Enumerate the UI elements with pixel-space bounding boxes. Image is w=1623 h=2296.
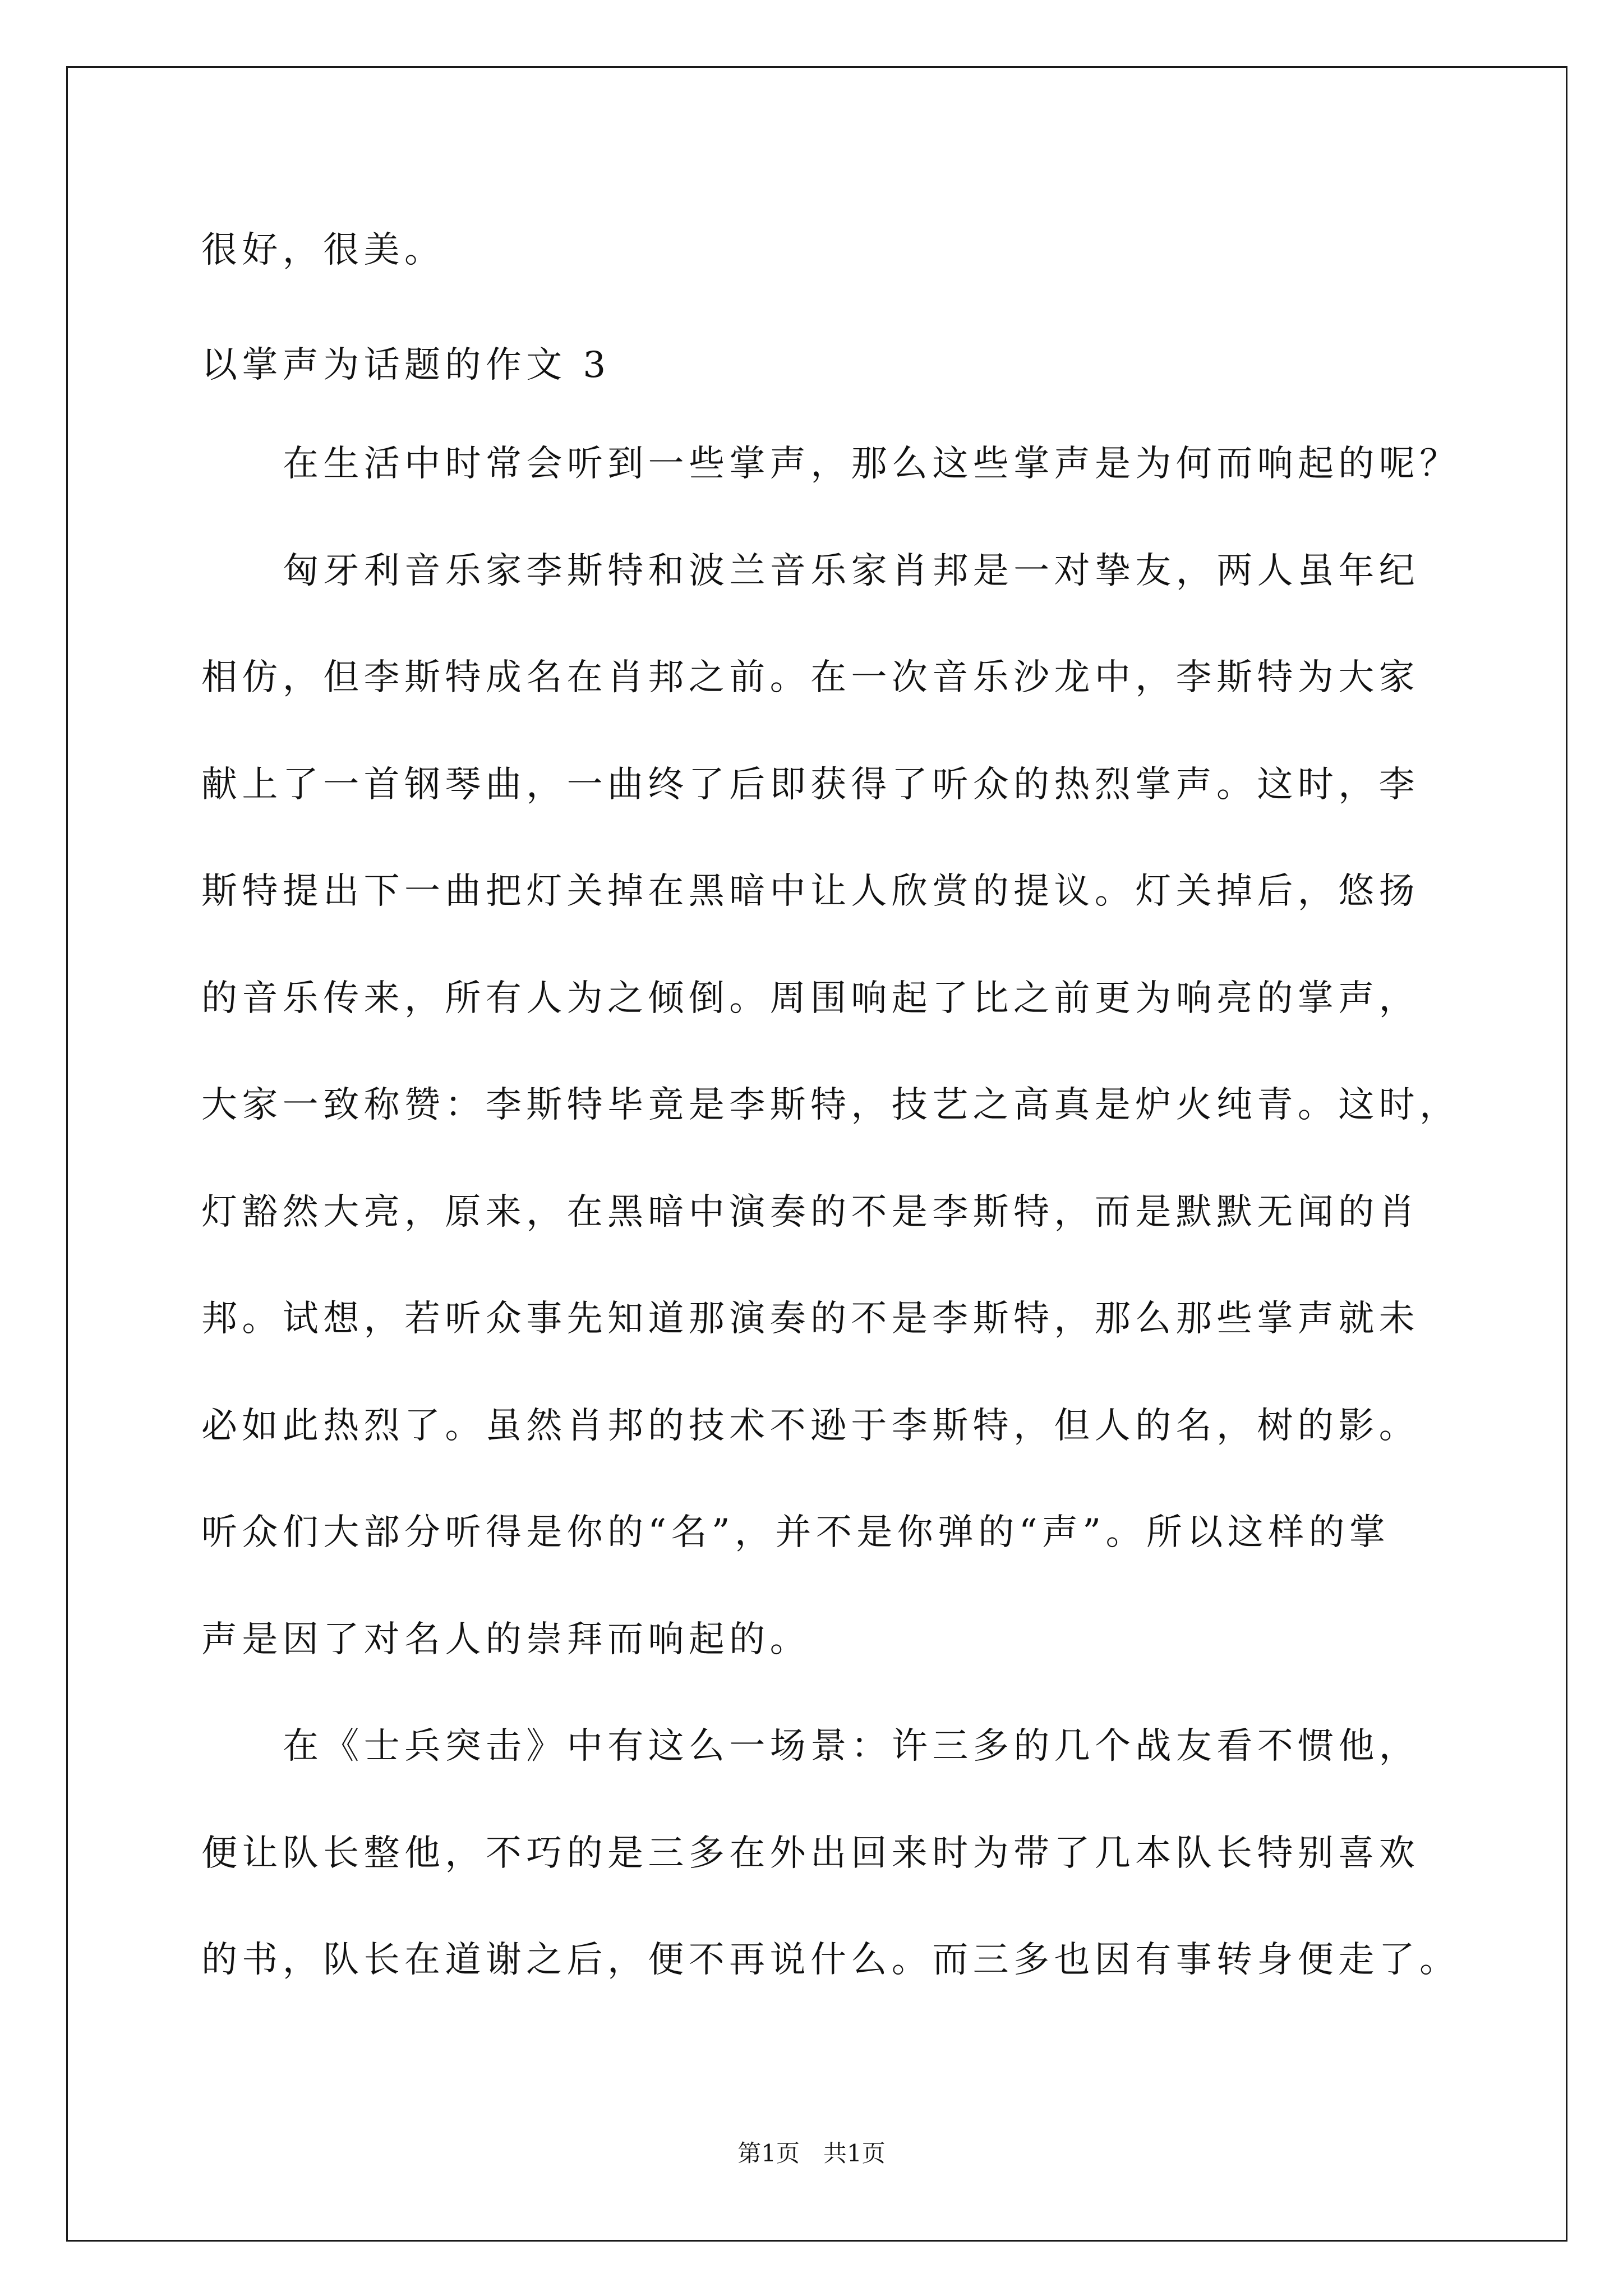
text-line: 斯特提出下一曲把灯关掉在黑暗中让人欣赏的提议。灯关掉后，悠扬 <box>201 871 1419 912</box>
text-line: 的音乐传来，所有人为之倾倒。周围响起了比之前更为响亮的掌声， <box>201 977 1419 1019</box>
paragraph-first-line: 在《士兵突击》中有这么一场景：许三多的几个战友看不惯他， <box>283 1726 1420 1767</box>
text-line: 大家一致称赞：李斯特毕竟是李斯特，技艺之高真是炉火纯青。这时， <box>201 1084 1460 1126</box>
text-line: 邦。试想，若听众事先知道那演奏的不是李斯特，那么那些掌声就未 <box>201 1298 1419 1340</box>
text-line: 很好，很美。 <box>201 229 445 271</box>
paragraph-first-line: 匈牙利音乐家李斯特和波兰音乐家肖邦是一对挚友，两人虽年纪 <box>283 550 1420 592</box>
text-line: 灯豁然大亮，原来，在黑暗中演奏的不是李斯特，而是默默无闻的肖 <box>201 1191 1419 1233</box>
text-line: 便让队长整他，不巧的是三多在外出回来时为带了几本队长特别喜欢 <box>201 1832 1419 1874</box>
section-heading: 以掌声为话题的作文 3 <box>201 344 611 386</box>
page-footer: 第1页 共1页 <box>737 2139 886 2167</box>
text-line: 相仿，但李斯特成名在肖邦之前。在一次音乐沙龙中，李斯特为大家 <box>201 657 1419 698</box>
text-line: 声是因了对名人的崇拜而响起的。 <box>201 1618 810 1660</box>
text-line: 献上了一首钢琴曲，一曲终了后即获得了听众的热烈掌声。这时，李 <box>201 763 1419 806</box>
text-line: 听众们大部分听得是你的“名”，并不是你弹的“声”。所以这样的掌 <box>201 1512 1390 1553</box>
paragraph-first-line: 在生活中时常会听到一些掌声，那么这些掌声是为何而响起的呢？ <box>283 443 1460 485</box>
document-body <box>201 197 1536 2014</box>
text-line: 必如此热烈了。虽然肖邦的技术不逊于李斯特，但人的名，树的影。 <box>201 1405 1419 1447</box>
text-line: 的书，队长在道谢之后，便不再说什么。而三多也因有事转身便走了。 <box>201 1939 1460 1981</box>
